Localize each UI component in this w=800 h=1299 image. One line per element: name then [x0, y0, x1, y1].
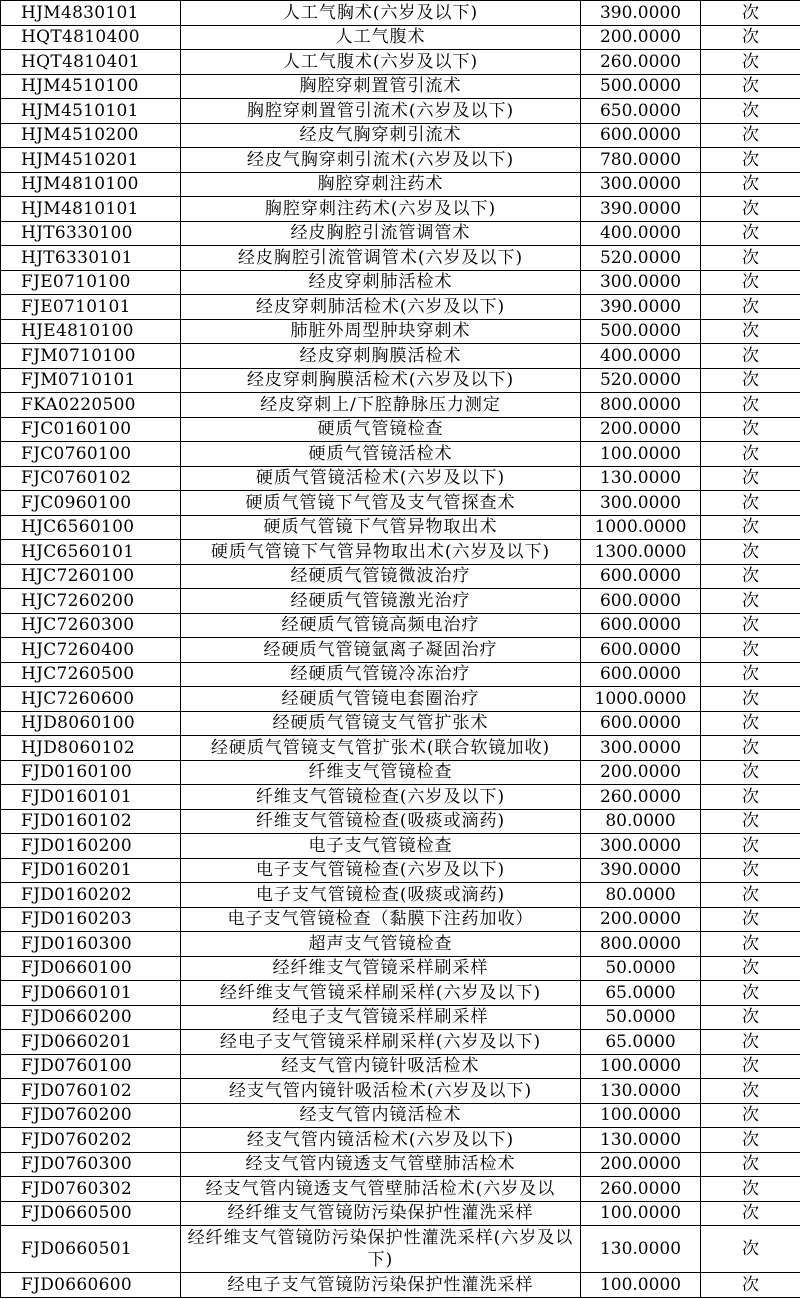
price-cell: 600.0000 — [581, 613, 701, 638]
code-cell: HQT4810400 — [1, 25, 181, 50]
unit-cell: 次 — [701, 540, 800, 565]
code-cell: FJC0960100 — [1, 491, 181, 516]
price-cell: 800.0000 — [581, 932, 701, 957]
table-row — [1, 785, 800, 810]
unit-cell: 次 — [701, 1103, 800, 1128]
unit-cell: 次 — [701, 148, 800, 173]
name-cell: 电子支气管镜检查（黏膜下注药加收） — [181, 907, 581, 932]
table-row — [1, 907, 800, 932]
code-cell: FJC0160100 — [1, 417, 181, 442]
name-cell: 经皮胸腔引流管调管术 — [181, 221, 581, 246]
name-cell: 硬质气管镜检查 — [181, 417, 581, 442]
code-cell: FJD0760302 — [1, 1177, 181, 1202]
unit-cell: 次 — [701, 785, 800, 810]
code-cell: HJT6330101 — [1, 246, 181, 271]
name-cell: 纤维支气管镜检查(吸痰或滴药) — [181, 809, 581, 834]
name-cell: 经支气管内镜针吸活检术(六岁及以下) — [181, 1079, 581, 1104]
table-row — [1, 197, 800, 222]
code-cell: FJD0760200 — [1, 1103, 181, 1128]
price-cell: 65.0000 — [581, 1030, 701, 1055]
table-row — [1, 564, 800, 589]
unit-cell: 次 — [701, 442, 800, 467]
name-cell: 经支气管内镜针吸活检术 — [181, 1054, 581, 1079]
table-row — [1, 417, 800, 442]
name-cell: 经纤维支气管镜防污染保护性灌洗采样 — [181, 1201, 581, 1226]
unit-cell: 次 — [701, 1079, 800, 1104]
price-cell: 390.0000 — [581, 197, 701, 222]
price-cell: 1300.0000 — [581, 540, 701, 565]
code-cell: FJD0160100 — [1, 760, 181, 785]
price-cell: 130.0000 — [581, 1128, 701, 1153]
table-row — [1, 858, 800, 883]
table-row — [1, 809, 800, 834]
price-cell: 300.0000 — [581, 172, 701, 197]
table-row — [1, 368, 800, 393]
price-cell: 1000.0000 — [581, 687, 701, 712]
price-cell: 50.0000 — [581, 956, 701, 981]
name-cell: 经皮气胸穿刺引流术 — [181, 123, 581, 148]
price-cell: 100.0000 — [581, 442, 701, 467]
unit-cell: 次 — [701, 736, 800, 761]
name-cell: 胸腔穿刺注药术 — [181, 172, 581, 197]
unit-cell: 次 — [701, 981, 800, 1006]
table-row — [1, 25, 800, 50]
name-cell: 经硬质气管镜冷冻治疗 — [181, 662, 581, 687]
unit-cell: 次 — [701, 393, 800, 418]
name-cell: 硬质气管镜下气管异物取出术 — [181, 515, 581, 540]
unit-cell: 次 — [701, 589, 800, 614]
table-row — [1, 1226, 800, 1273]
price-cell: 1000.0000 — [581, 515, 701, 540]
name-cell: 经硬质气管镜微波治疗 — [181, 564, 581, 589]
name-cell: 肺脏外周型肿块穿刺术 — [181, 319, 581, 344]
table-row — [1, 589, 800, 614]
unit-cell: 次 — [701, 1177, 800, 1202]
code-cell: FJD0160102 — [1, 809, 181, 834]
price-cell: 600.0000 — [581, 662, 701, 687]
name-cell: 经皮穿刺胸膜活检术(六岁及以下) — [181, 368, 581, 393]
price-cell: 600.0000 — [581, 711, 701, 736]
name-cell: 硬质气管镜下气管异物取出术(六岁及以下) — [181, 540, 581, 565]
table-row — [1, 1054, 800, 1079]
price-cell: 200.0000 — [581, 417, 701, 442]
unit-cell: 次 — [701, 711, 800, 736]
table-row — [1, 613, 800, 638]
code-cell: FJD0760100 — [1, 1054, 181, 1079]
code-cell: HJC7260200 — [1, 589, 181, 614]
code-cell: HJT6330100 — [1, 221, 181, 246]
name-cell: 超声支气管镜检查 — [181, 932, 581, 957]
name-cell: 经皮穿刺肺活检术 — [181, 270, 581, 295]
unit-cell: 次 — [701, 883, 800, 908]
code-cell: FJD0160202 — [1, 883, 181, 908]
name-cell: 经硬质气管镜高频电治疗 — [181, 613, 581, 638]
price-cell: 200.0000 — [581, 25, 701, 50]
code-cell: HJC7260100 — [1, 564, 181, 589]
price-cell: 400.0000 — [581, 221, 701, 246]
name-cell: 经纤维支气管镜采样刷采样(六岁及以下) — [181, 981, 581, 1006]
unit-cell: 次 — [701, 491, 800, 516]
code-cell: FJD0160203 — [1, 907, 181, 932]
price-cell: 390.0000 — [581, 858, 701, 883]
code-cell: HJE4810100 — [1, 319, 181, 344]
table-row — [1, 491, 800, 516]
code-cell: HJM4510101 — [1, 99, 181, 124]
name-cell: 经支气管内镜透支气管壁肺活检术(六岁及以 — [181, 1177, 581, 1202]
price-cell: 100.0000 — [581, 1273, 701, 1298]
unit-cell: 次 — [701, 834, 800, 859]
table-row — [1, 466, 800, 491]
table-row — [1, 442, 800, 467]
name-cell: 硬质气管镜活检术(六岁及以下) — [181, 466, 581, 491]
price-cell: 500.0000 — [581, 319, 701, 344]
unit-cell: 次 — [701, 99, 800, 124]
code-cell: HJD8060102 — [1, 736, 181, 761]
unit-cell: 次 — [701, 197, 800, 222]
name-cell: 人工气腹术 — [181, 25, 581, 50]
unit-cell: 次 — [701, 638, 800, 663]
code-cell: FJD0760102 — [1, 1079, 181, 1104]
table-row — [1, 221, 800, 246]
code-cell: HJM4810101 — [1, 197, 181, 222]
table-row — [1, 736, 800, 761]
name-cell: 人工气腹术(六岁及以下) — [181, 50, 581, 75]
name-cell: 经支气管内镜活检术(六岁及以下) — [181, 1128, 581, 1153]
price-cell: 260.0000 — [581, 1177, 701, 1202]
unit-cell: 次 — [701, 319, 800, 344]
price-cell: 600.0000 — [581, 564, 701, 589]
table-row — [1, 74, 800, 99]
name-cell: 胸腔穿刺置管引流术 — [181, 74, 581, 99]
price-cell: 260.0000 — [581, 785, 701, 810]
unit-cell: 次 — [701, 1273, 800, 1298]
price-cell: 130.0000 — [581, 1226, 701, 1273]
name-cell: 经电子支气管镜采样刷采样(六岁及以下) — [181, 1030, 581, 1055]
name-cell: 电子支气管镜检查(六岁及以下) — [181, 858, 581, 883]
code-cell: FJD0660100 — [1, 956, 181, 981]
unit-cell: 次 — [701, 956, 800, 981]
unit-cell: 次 — [701, 1128, 800, 1153]
price-cell: 300.0000 — [581, 270, 701, 295]
unit-cell: 次 — [701, 1030, 800, 1055]
unit-cell: 次 — [701, 123, 800, 148]
name-cell: 经皮穿刺肺活检术(六岁及以下) — [181, 295, 581, 320]
unit-cell: 次 — [701, 368, 800, 393]
unit-cell: 次 — [701, 687, 800, 712]
table-row — [1, 1273, 800, 1298]
name-cell: 经皮穿刺胸膜活检术 — [181, 344, 581, 369]
name-cell: 胸腔穿刺置管引流术(六岁及以下) — [181, 99, 581, 124]
code-cell: FJC0760100 — [1, 442, 181, 467]
table-row — [1, 956, 800, 981]
price-cell: 100.0000 — [581, 1201, 701, 1226]
price-cell: 600.0000 — [581, 123, 701, 148]
code-cell: FJD0160200 — [1, 834, 181, 859]
table-row — [1, 1201, 800, 1226]
name-cell: 纤维支气管镜检查 — [181, 760, 581, 785]
price-cell: 65.0000 — [581, 981, 701, 1006]
code-cell: HJC6560100 — [1, 515, 181, 540]
table-row — [1, 246, 800, 271]
table-row — [1, 1177, 800, 1202]
name-cell: 经支气管内镜透支气管壁肺活检术 — [181, 1152, 581, 1177]
name-cell: 纤维支气管镜检查(六岁及以下) — [181, 785, 581, 810]
code-cell: FJD0660200 — [1, 1005, 181, 1030]
code-cell: HJM4810100 — [1, 172, 181, 197]
price-cell: 600.0000 — [581, 589, 701, 614]
table-row — [1, 981, 800, 1006]
price-cell: 300.0000 — [581, 736, 701, 761]
name-cell: 经硬质气管镜支气管扩张术(联合软镜加收) — [181, 736, 581, 761]
table-row — [1, 319, 800, 344]
code-cell: HJC7260500 — [1, 662, 181, 687]
code-cell: HJD8060100 — [1, 711, 181, 736]
name-cell: 经皮气胸穿刺引流术(六岁及以下) — [181, 148, 581, 173]
name-cell: 电子支气管镜检查 — [181, 834, 581, 859]
unit-cell: 次 — [701, 417, 800, 442]
table-row — [1, 1103, 800, 1128]
name-cell: 经硬质气管镜氩离子凝固治疗 — [181, 638, 581, 663]
name-cell: 经皮胸腔引流管调管术(六岁及以下) — [181, 246, 581, 271]
code-cell: HJM4510100 — [1, 74, 181, 99]
price-cell: 50.0000 — [581, 1005, 701, 1030]
price-cell: 100.0000 — [581, 1054, 701, 1079]
price-cell: 400.0000 — [581, 344, 701, 369]
unit-cell: 次 — [701, 1226, 800, 1273]
table-row — [1, 393, 800, 418]
table-row — [1, 638, 800, 663]
name-cell: 经硬质气管镜支气管扩张术 — [181, 711, 581, 736]
table-row — [1, 662, 800, 687]
unit-cell: 次 — [701, 74, 800, 99]
price-cell: 390.0000 — [581, 295, 701, 320]
code-cell: FJE0710101 — [1, 295, 181, 320]
code-cell: HQT4810401 — [1, 50, 181, 75]
code-cell: HJM4510201 — [1, 148, 181, 173]
table-row — [1, 1005, 800, 1030]
name-cell: 经纤维支气管镜防污染保护性灌洗采样(六岁及以下) — [181, 1226, 581, 1273]
price-cell: 130.0000 — [581, 1079, 701, 1104]
code-cell: HJC7260300 — [1, 613, 181, 638]
table-row — [1, 270, 800, 295]
unit-cell: 次 — [701, 932, 800, 957]
unit-cell: 次 — [701, 760, 800, 785]
code-cell: FJC0760102 — [1, 466, 181, 491]
unit-cell: 次 — [701, 344, 800, 369]
table-row — [1, 172, 800, 197]
code-cell: FJM0710100 — [1, 344, 181, 369]
table-row — [1, 540, 800, 565]
code-cell: HJC7260400 — [1, 638, 181, 663]
code-cell: FJD0160201 — [1, 858, 181, 883]
unit-cell: 次 — [701, 1152, 800, 1177]
table-row — [1, 711, 800, 736]
code-cell: FJD0160101 — [1, 785, 181, 810]
price-cell: 520.0000 — [581, 246, 701, 271]
table-row — [1, 515, 800, 540]
fee-table-body — [1, 1, 800, 1298]
name-cell: 经电子支气管镜防污染保护性灌洗采样 — [181, 1273, 581, 1298]
unit-cell: 次 — [701, 295, 800, 320]
table-row — [1, 1030, 800, 1055]
name-cell: 胸腔穿刺注药术(六岁及以下) — [181, 197, 581, 222]
name-cell: 人工气胸术(六岁及以下) — [181, 1, 581, 26]
price-cell: 200.0000 — [581, 760, 701, 785]
unit-cell: 次 — [701, 1, 800, 26]
code-cell: FJD0660500 — [1, 1201, 181, 1226]
price-cell: 520.0000 — [581, 368, 701, 393]
code-cell: FJD0660201 — [1, 1030, 181, 1055]
price-cell: 100.0000 — [581, 1103, 701, 1128]
table-row — [1, 760, 800, 785]
table-row — [1, 148, 800, 173]
code-cell: HJC7260600 — [1, 687, 181, 712]
table-row — [1, 50, 800, 75]
code-cell: FJE0710100 — [1, 270, 181, 295]
unit-cell: 次 — [701, 662, 800, 687]
code-cell: FJM0710101 — [1, 368, 181, 393]
unit-cell: 次 — [701, 466, 800, 491]
unit-cell: 次 — [701, 515, 800, 540]
price-cell: 130.0000 — [581, 466, 701, 491]
price-cell: 80.0000 — [581, 883, 701, 908]
code-cell: FJD0760202 — [1, 1128, 181, 1153]
code-cell: FJD0660501 — [1, 1226, 181, 1273]
price-cell: 200.0000 — [581, 1152, 701, 1177]
code-cell: HJM4830101 — [1, 1, 181, 26]
table-row — [1, 687, 800, 712]
price-cell: 260.0000 — [581, 50, 701, 75]
code-cell: FJD0660101 — [1, 981, 181, 1006]
unit-cell: 次 — [701, 858, 800, 883]
price-cell: 300.0000 — [581, 491, 701, 516]
name-cell: 经硬质气管镜电套圈治疗 — [181, 687, 581, 712]
name-cell: 经支气管内镜活检术 — [181, 1103, 581, 1128]
price-cell: 600.0000 — [581, 638, 701, 663]
unit-cell: 次 — [701, 221, 800, 246]
name-cell: 电子支气管镜检查(吸痰或滴药) — [181, 883, 581, 908]
table-row — [1, 883, 800, 908]
table-row — [1, 1152, 800, 1177]
price-cell: 80.0000 — [581, 809, 701, 834]
unit-cell: 次 — [701, 1201, 800, 1226]
name-cell: 经硬质气管镜激光治疗 — [181, 589, 581, 614]
table-row — [1, 1, 800, 26]
price-cell: 650.0000 — [581, 99, 701, 124]
name-cell: 硬质气管镜活检术 — [181, 442, 581, 467]
price-cell: 500.0000 — [581, 74, 701, 99]
unit-cell: 次 — [701, 25, 800, 50]
table-row — [1, 123, 800, 148]
unit-cell: 次 — [701, 50, 800, 75]
name-cell: 经纤维支气管镜采样刷采样 — [181, 956, 581, 981]
unit-cell: 次 — [701, 270, 800, 295]
name-cell: 经电子支气管镜采样刷采样 — [181, 1005, 581, 1030]
price-cell: 200.0000 — [581, 907, 701, 932]
unit-cell: 次 — [701, 907, 800, 932]
code-cell: FJD0160300 — [1, 932, 181, 957]
unit-cell: 次 — [701, 246, 800, 271]
code-cell: HJC6560101 — [1, 540, 181, 565]
table-row — [1, 99, 800, 124]
unit-cell: 次 — [701, 1005, 800, 1030]
code-cell: HJM4510200 — [1, 123, 181, 148]
name-cell: 经皮穿刺上/下腔静脉压力测定 — [181, 393, 581, 418]
table-row — [1, 344, 800, 369]
unit-cell: 次 — [701, 809, 800, 834]
table-row — [1, 1079, 800, 1104]
price-cell: 390.0000 — [581, 1, 701, 26]
code-cell: FJD0760300 — [1, 1152, 181, 1177]
table-row — [1, 1128, 800, 1153]
price-cell: 300.0000 — [581, 834, 701, 859]
table-row — [1, 932, 800, 957]
table-row — [1, 834, 800, 859]
unit-cell: 次 — [701, 172, 800, 197]
unit-cell: 次 — [701, 564, 800, 589]
unit-cell: 次 — [701, 1054, 800, 1079]
code-cell: FJD0660600 — [1, 1273, 181, 1298]
name-cell: 硬质气管镜下气管及支气管探查术 — [181, 491, 581, 516]
table-row — [1, 295, 800, 320]
price-cell: 780.0000 — [581, 148, 701, 173]
unit-cell: 次 — [701, 613, 800, 638]
code-cell: FKA0220500 — [1, 393, 181, 418]
price-cell: 800.0000 — [581, 393, 701, 418]
